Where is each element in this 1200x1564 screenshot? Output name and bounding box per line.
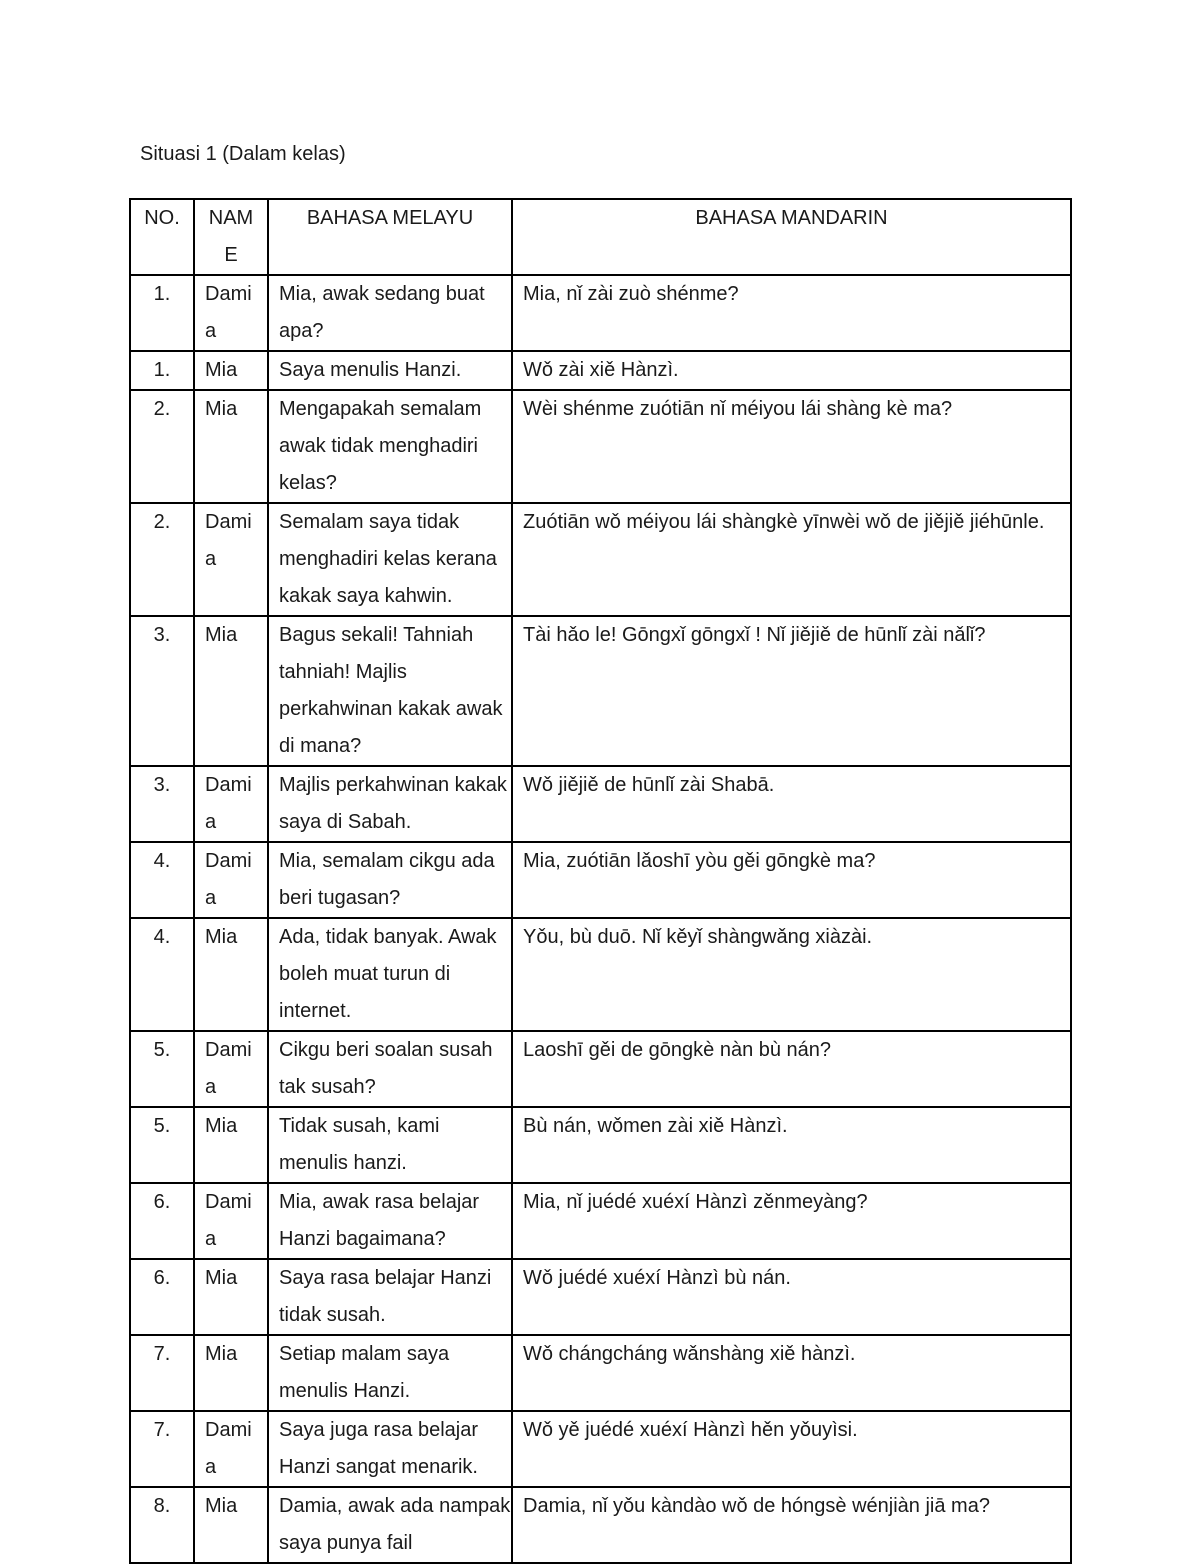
cell-mandarin: Tài hǎo le! Gōngxǐ gōngxǐ ! Nǐ jiějiě de hūnlǐ zài nǎlǐ? [512, 616, 1071, 766]
cell-malay: Cikgu beri soalan susah tak susah? [268, 1031, 512, 1107]
cell-mandarin: Wǒ chángcháng wǎnshàng xiě hànzì. [512, 1335, 1071, 1411]
header-no: NO. [130, 199, 194, 275]
cell-no: 8. [130, 1487, 194, 1563]
header-mandarin: BAHASA MANDARIN [512, 199, 1071, 275]
cell-no: 2. [130, 503, 194, 616]
table-row [130, 503, 1071, 616]
cell-name: Mia [194, 1335, 268, 1411]
cell-name: Mia [194, 351, 268, 390]
cell-no: 2. [130, 390, 194, 503]
cell-malay: Mia, awak sedang buat apa? [268, 275, 512, 351]
table-row [130, 1183, 1071, 1259]
cell-no: 1. [130, 275, 194, 351]
table-header-row [130, 199, 1071, 275]
cell-mandarin: Bù nán, wǒmen zài xiě Hànzì. [512, 1107, 1071, 1183]
cell-malay: Tidak susah, kami menulis hanzi. [268, 1107, 512, 1183]
cell-mandarin: Wǒ yě juédé xuéxí Hànzì hěn yǒuyìsi. [512, 1411, 1071, 1487]
cell-malay: Saya rasa belajar Hanzi tidak susah. [268, 1259, 512, 1335]
cell-mandarin: Wǒ zài xiě Hànzì. [512, 351, 1071, 390]
table-row [130, 1335, 1071, 1411]
cell-malay: Bagus sekali! Tahniah tahniah! Majlis perkahwinan kakak awak di mana? [268, 616, 512, 766]
cell-name: Mia [194, 390, 268, 503]
cell-mandarin: Wèi shénme zuótiān nǐ méiyou lái shàng kè ma? [512, 390, 1071, 503]
table-row [130, 766, 1071, 842]
cell-name: Mia [194, 1259, 268, 1335]
cell-name: Dami a [194, 1183, 268, 1259]
cell-name: Mia [194, 616, 268, 766]
cell-mandarin: Mia, nǐ juédé xuéxí Hànzì zěnmeyàng? [512, 1183, 1071, 1259]
cell-name: Dami a [194, 503, 268, 616]
cell-mandarin: Zuótiān wǒ méiyou lái shàngkè yīnwèi wǒ de jiějiě jiéhūnle. [512, 503, 1071, 616]
cell-no: 3. [130, 616, 194, 766]
table-row [130, 351, 1071, 390]
cell-mandarin: Mia, nǐ zài zuò shénme? [512, 275, 1071, 351]
cell-name: Dami a [194, 275, 268, 351]
cell-malay: Mengapakah semalam awak tidak menghadiri kelas? [268, 390, 512, 503]
cell-malay: Saya menulis Hanzi. [268, 351, 512, 390]
table-row [130, 390, 1071, 503]
cell-mandarin: Laoshī gěi de gōngkè nàn bù nán? [512, 1031, 1071, 1107]
header-malay: BAHASA MELAYU [268, 199, 512, 275]
cell-no: 5. [130, 1107, 194, 1183]
cell-no: 6. [130, 1259, 194, 1335]
dialogue-table [129, 198, 1072, 1564]
cell-malay: Semalam saya tidak menghadiri kelas kerana kakak saya kahwin. [268, 503, 512, 616]
table-row [130, 1259, 1071, 1335]
table-row [130, 275, 1071, 351]
table-row [130, 918, 1071, 1031]
table-row [130, 1107, 1071, 1183]
cell-malay: Damia, awak ada nampak saya punya fail [268, 1487, 512, 1563]
cell-malay: Majlis perkahwinan kakak saya di Sabah. [268, 766, 512, 842]
page-title: Situasi 1 (Dalam kelas) [140, 143, 346, 165]
cell-no: 7. [130, 1411, 194, 1487]
cell-malay: Saya juga rasa belajar Hanzi sangat menarik. [268, 1411, 512, 1487]
cell-no: 1. [130, 351, 194, 390]
cell-malay: Ada, tidak banyak. Awak boleh muat turun di internet. [268, 918, 512, 1031]
cell-malay: Mia, awak rasa belajar Hanzi bagaimana? [268, 1183, 512, 1259]
cell-mandarin: Wǒ jiějiě de hūnlǐ zài Shabā. [512, 766, 1071, 842]
cell-name: Mia [194, 918, 268, 1031]
cell-mandarin: Yǒu, bù duō. Nǐ kěyǐ shàngwǎng xiàzài. [512, 918, 1071, 1031]
table-row [130, 1031, 1071, 1107]
cell-name: Dami a [194, 766, 268, 842]
cell-malay: Setiap malam saya menulis Hanzi. [268, 1335, 512, 1411]
cell-no: 3. [130, 766, 194, 842]
table-row [130, 616, 1071, 766]
cell-name: Dami a [194, 1031, 268, 1107]
cell-name: Mia [194, 1487, 268, 1563]
cell-mandarin: Damia, nǐ yǒu kàndào wǒ de hóngsè wénjiàn jiā ma? [512, 1487, 1071, 1563]
cell-malay: Mia, semalam cikgu ada beri tugasan? [268, 842, 512, 918]
cell-no: 4. [130, 842, 194, 918]
cell-name: Dami a [194, 842, 268, 918]
cell-no: 7. [130, 1335, 194, 1411]
table-row [130, 1411, 1071, 1487]
cell-no: 5. [130, 1031, 194, 1107]
cell-name: Dami a [194, 1411, 268, 1487]
table-row [130, 842, 1071, 918]
cell-no: 4. [130, 918, 194, 1031]
table-row [130, 1487, 1071, 1563]
cell-name: Mia [194, 1107, 268, 1183]
cell-mandarin: Wǒ juédé xuéxí Hànzì bù nán. [512, 1259, 1071, 1335]
cell-no: 6. [130, 1183, 194, 1259]
header-name: NAM E [194, 199, 268, 275]
cell-mandarin: Mia, zuótiān lǎoshī yòu gěi gōngkè ma? [512, 842, 1071, 918]
